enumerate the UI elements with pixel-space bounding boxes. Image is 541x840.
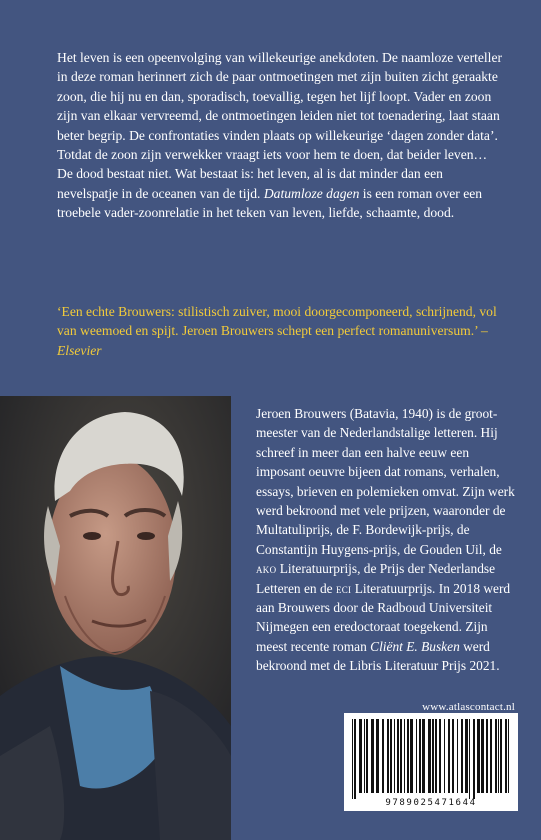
author-portrait-image [0, 396, 231, 840]
barcode-bar [465, 719, 468, 793]
barcode-bar [469, 719, 470, 799]
blurb [57, 48, 507, 223]
barcode-bar [410, 719, 413, 793]
barcode-bar [382, 719, 384, 793]
bio-text-4: werd bekroond met de Libris Literatuur Prijs 2021. [256, 638, 500, 674]
barcode-bar [495, 719, 497, 793]
barcode-bar [486, 719, 488, 793]
blurb-paragraph-2 [57, 164, 507, 222]
barcode-bar [490, 719, 492, 793]
barcode-bar [352, 719, 353, 799]
barcode-bar [477, 719, 480, 793]
bio-eci: eci [335, 580, 352, 596]
barcode-bar [505, 719, 507, 793]
barcode-bar [366, 719, 368, 793]
barcode-bar [481, 719, 484, 793]
bio-text-2: Literatuurprijs, de Prijs der Nederlandse Letteren en de [256, 561, 496, 596]
barcode-bar [448, 719, 450, 793]
barcode-bar [473, 719, 475, 799]
barcode-bar [397, 719, 399, 793]
blurb-paragraph-1: Het leven is een opeenvolging van willekeurige anekdoten. De naamloze verteller in deze roman herinnert zich de paar ontmoetingen met zijn buiten zicht geraakte zoon, die hij nu en dan, sporadisch, toevallig, tegen het lijf loopt. Vader en zoon zijn van elkaar vervreemd, de ontmoetingen leiden niet tot toenadering, laat staan beter begrip. De confrontaties vinden plaats op willekeurige ‘dagen zonder data’. Totdat de zoon zijn verwekker vraagt iets voor hem te doen, dat beider leven… [57, 50, 503, 163]
barcode-bar [364, 719, 365, 793]
barcode-bar [457, 719, 458, 793]
barcode-bars [344, 713, 518, 811]
barcode-bar [407, 719, 409, 793]
book-title: Datumloze dagen [263, 185, 360, 201]
review-quote [57, 302, 507, 360]
barcode-bar [400, 719, 402, 793]
barcode [344, 713, 518, 811]
barcode-bar [422, 719, 425, 793]
barcode-bar [371, 719, 374, 793]
bio-ako: ako [256, 561, 277, 577]
author-bio [256, 404, 518, 676]
publisher-url[interactable]: www.atlascontact.nl [422, 701, 515, 713]
barcode-bar [428, 719, 431, 793]
barcode-bar [419, 719, 421, 793]
barcode-bar [498, 719, 499, 793]
bio-text-1: Jeroen Brouwers (Batavia, 1940) is de grootmeester van de Nederlandstalige letteren. Hij schreef in meer dan een halve eeuw een imposant oeuvre bijeen dat romans, verhalen, essays, brieven en polemieken omvat. Zijn werk werd bekroond met vele prijzen, waaronder de Multatuliprijs, de F. Bordewijk-prijs, de Constantijn Huygens-prijs, de Gouden Uil, de [256, 406, 515, 557]
bio-text-3: Literatuurprijs. In 2018 werd aan Brouwers door de Radboud Universiteit Nijmegen een eredoctoraat toegekend. Zijn meest recente roman [256, 580, 511, 654]
quote-text: ‘Een echte Brouwers: stilistisch zuiver, mooi doorgecomponeerd, schrijnend, vol van weemoed en spijt. Jeroen Brouwers schept een perfect romanuniversum.’ – [57, 304, 497, 339]
barcode-bar [387, 719, 389, 793]
barcode-bar [432, 719, 434, 793]
blurb-paragraph-2-start: De dood bestaat niet. Wat bestaat is: het leven, al is dat minder dan een nevelspatje in de oceanen van de tijd. [57, 166, 443, 201]
barcode-bar [416, 719, 417, 793]
barcode-bar [439, 719, 441, 793]
author-photo [0, 396, 231, 840]
isbn-number: 9789025471644 [385, 798, 477, 808]
barcode-bar [444, 719, 445, 793]
barcode-bar [435, 719, 437, 793]
barcode-bar [452, 719, 454, 793]
barcode-bar [500, 719, 502, 793]
barcode-bar [394, 719, 395, 793]
barcode-bar [390, 719, 392, 793]
barcode-bar [508, 719, 509, 793]
quote-source: Elsevier [57, 342, 102, 358]
barcode-bar [461, 719, 463, 793]
barcode-bar [404, 719, 405, 793]
barcode-bar [359, 719, 362, 793]
blurb-paragraph-2-end: is een roman over een troebele vader-zoonrelatie in het teken van leven, liefde, schaamte, dood. [57, 185, 483, 221]
barcode-bar [354, 719, 356, 799]
bio-novel-title: Cliënt E. Busken [370, 638, 460, 654]
barcode-bar [376, 719, 379, 793]
